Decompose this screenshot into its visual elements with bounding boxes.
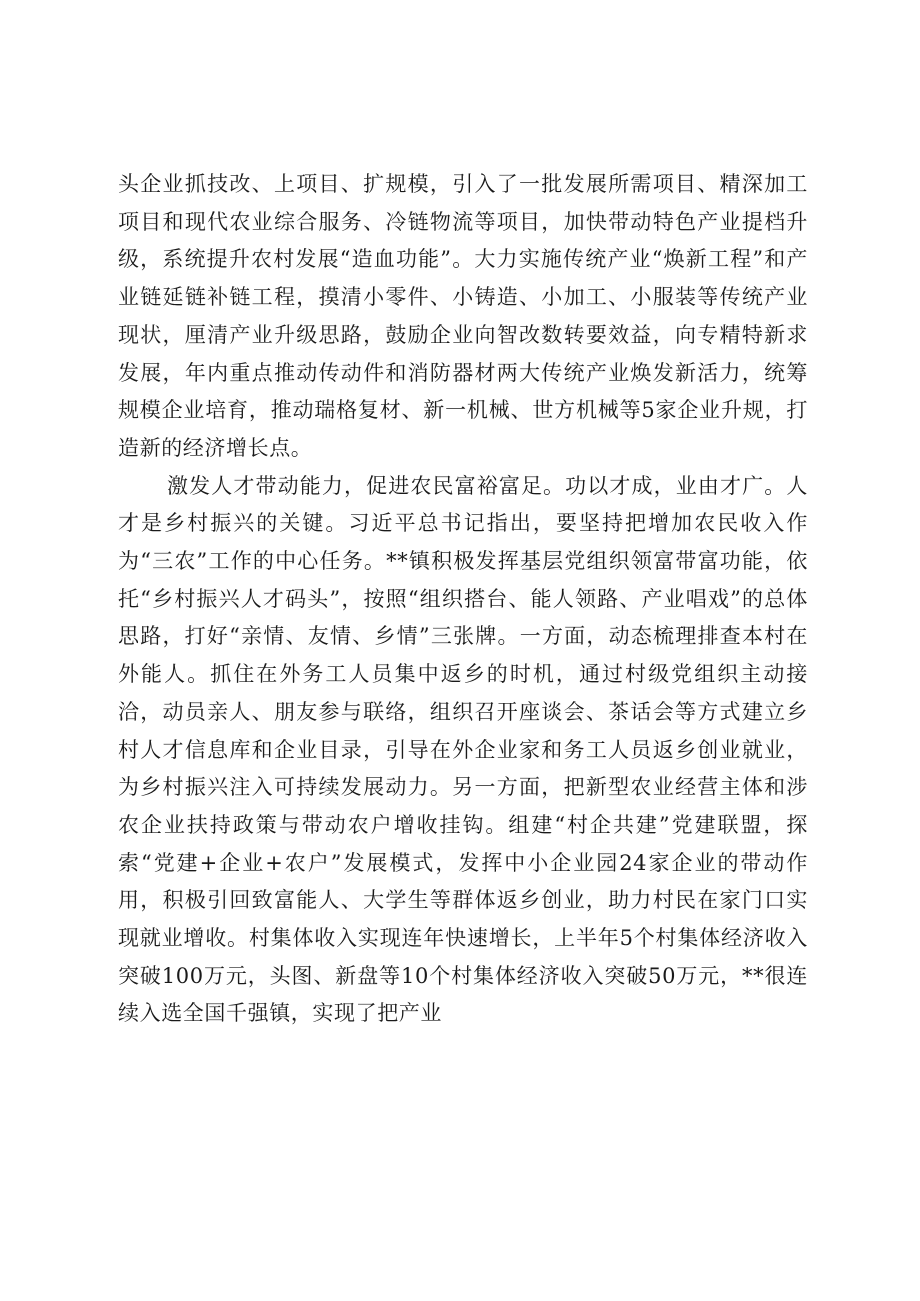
paragraph-industry-upgrade: 头企业抓技改、上项目、扩规模，引入了一批发展所需项目、精深加工项目和现代农业综合服务、冷链物流等项目，加快带动特色产业提档升级，系统提升农村发展“造血功能”。大力实施传统产业“焕新工程”和产业链延链补链工程，摸清小零件、小铸造、小加工、小服装等传统产业现状，厘清产业升级思路，鼓励企业向智改数转要效益，向专精特新求发展，年内重点推动传动件和消防器材两大传统产业焕发新活力，统筹规模企业培育，推动瑞格复材、新一机械、世方机械等5家企业升规，打造新的经济增长点。 [118, 172, 808, 460]
document-body [118, 166, 808, 1033]
paragraph-talent-driving: 激发人才带动能力，促进农民富裕富足。功以才成，业由才广。人才是乡村振兴的关键。习近平总书记指出，要坚持把增加农民收入作为“三农”工作的中心任务。**镇积极发挥基层党组织领富带富功能，依托“乡村振兴人才码头”，按照“组织搭台、能人领路、产业唱戏”的总体思路，打好“亲情、友情、乡情”三张牌。一方面，动态梳理排查本村在外能人。抓住在外务工人员集中返乡的时机，通过村级党组织主动接洽，动员亲人、朋友参与联络，组织召开座谈会、茶话会等方式建立乡村人才信息库和企业目录，引导在外企业家和务工人员返乡创业就业，为乡村振兴注入可持续发展动力。另一方面，把新型农业经营主体和涉农企业扶持政策与带动农户增收挂钩。组建“村企共建”党建联盟，探索“党建+企业+农户”发展模式，发挥中小企业园24家企业的带动作用，积极引回致富能人、大学生等群体返乡创业，助力村民在家门口实现就业增收。村集体收入实现连年快速增长，上半年5个村集体经济收入突破100万元，头图、新盘等10个村集体经济收入突破50万元，**很连续入选全国千强镇，实现了把产业 [118, 473, 808, 1026]
